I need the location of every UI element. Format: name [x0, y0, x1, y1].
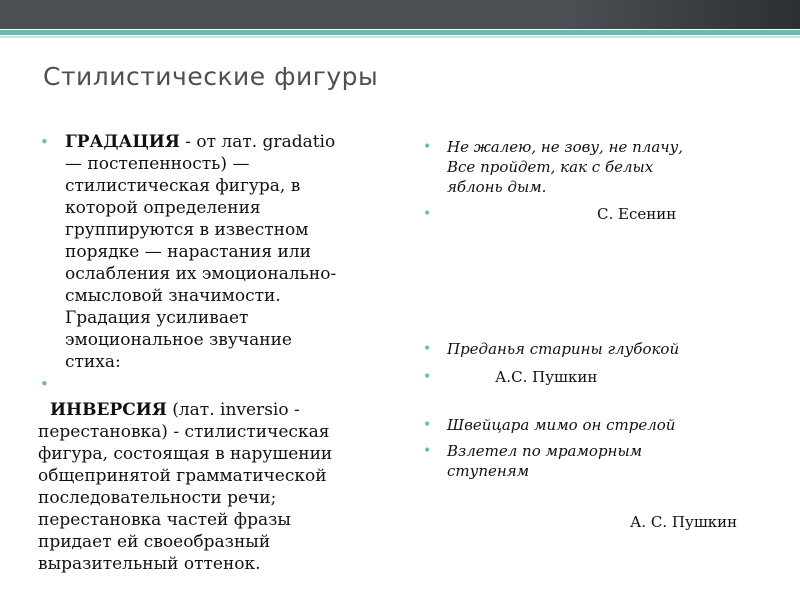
esenin-author: С. Есенин: [597, 205, 677, 223]
pushkin-author-1: А.С. Пушкин: [495, 368, 598, 386]
pushkin-quote-2: • Швейцара мимо он стрелой: [423, 416, 676, 434]
bullet-icon: •: [423, 341, 432, 357]
left-column: [38, 131, 393, 575]
empty-bullet-item: [38, 373, 393, 395]
bullet-icon: •: [423, 443, 432, 459]
bullet-icon: •: [423, 369, 432, 385]
pushkin-author-2: А. С. Пушкин: [630, 513, 738, 531]
esenin-quote: • Не жалею, не зову, не плачу, Все пройдет, как с белых яблонь дым.: [423, 138, 684, 196]
pushkin-author-item-2: [418, 512, 778, 532]
gradation-term: ГРАДАЦИЯ: [65, 132, 180, 152]
bullet-icon: •: [423, 206, 432, 222]
inversion-term: ИНВЕРСИЯ: [50, 400, 167, 420]
right-column: [418, 137, 778, 532]
pushkin-quote-3: • Взлетел по мраморным ступеням: [423, 442, 643, 480]
gradation-text: ГРАДАЦИЯ - от лат. gradatio — постепенность) — стилистическая фигура, в которой определения группируются в известном порядке — нарастания или ослабления их эмоционально- смысловой значимости. Градация усиливает эмоциональное звучание стиха:: [65, 132, 337, 372]
pushkin-quote-1: • Преданья старины глубокой: [423, 340, 680, 358]
bullet-icon: •: [40, 375, 49, 393]
slide-title: Стилистические фигуры: [43, 62, 379, 91]
bullet-icon: •: [423, 139, 432, 155]
inversion-text: ИНВЕРСИЯ (лат. inversio - перестановка) - стилистическая фигура, состоящая в нарушении общепринятой грамматической последовательности речи; перестановка частей фразы придает ей своеобразный выразительный оттенок.: [38, 400, 333, 574]
top-bar: [0, 0, 800, 29]
gradation-item: [38, 131, 393, 373]
esenin-author-item: [418, 204, 778, 224]
bullet-icon: •: [40, 133, 49, 151]
pushkin-author-item-1: [418, 367, 778, 387]
accent-line: [0, 30, 800, 35]
bullet-icon: •: [423, 417, 432, 433]
